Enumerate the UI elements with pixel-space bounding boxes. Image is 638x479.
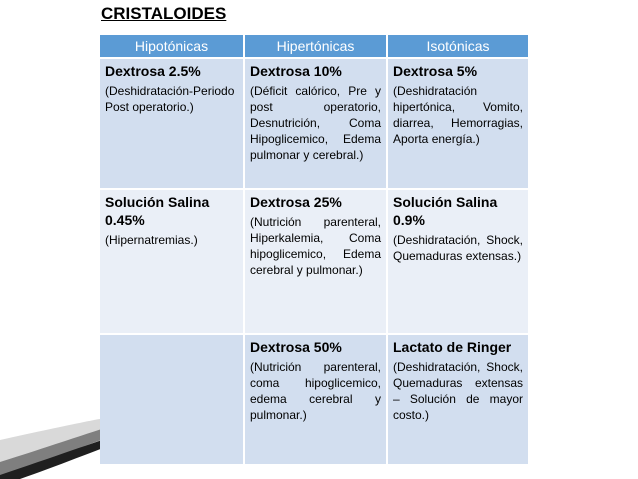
table-row xyxy=(100,189,528,334)
solution-description: (Deshidratación, Shock, Quemaduras extensas – Solución de mayor costo.) xyxy=(393,360,523,422)
header-hipertonicas: Hipertónicas xyxy=(244,35,387,58)
header-row xyxy=(100,35,528,58)
crystalloids-table xyxy=(100,35,528,464)
solution-name: Dextrosa 5% xyxy=(393,63,478,79)
table-cell xyxy=(100,189,244,334)
table-row xyxy=(100,58,528,189)
solution-name: Dextrosa 10% xyxy=(250,63,342,79)
table-cell xyxy=(100,58,244,189)
table-cell xyxy=(244,58,387,189)
solution-description: (Déficit calórico, Pre y post operatorio, Desnutrición, Coma Hipoglicemico, Edema pulmonar y cerebral.) xyxy=(250,84,381,162)
header-isotonicas: Isotónicas xyxy=(387,35,528,58)
page-title: CRISTALOIDES xyxy=(101,4,227,23)
solution-description: (Deshidratación-Periodo Post operatorio.) xyxy=(105,84,235,114)
table-cell xyxy=(100,334,244,464)
solution-name: Solución Salina 0.9% xyxy=(393,194,498,228)
solution-name: Dextrosa 50% xyxy=(250,339,342,355)
solution-name: Dextrosa 2.5% xyxy=(105,63,201,79)
header-hipotonicas: Hipotónicas xyxy=(100,35,244,58)
table-cell xyxy=(244,334,387,464)
solution-name: Solución Salina 0.45% xyxy=(105,194,210,228)
solution-name: Dextrosa 25% xyxy=(250,194,342,210)
table-cell xyxy=(244,189,387,334)
solution-description: (Hipernatremias.) xyxy=(105,233,198,247)
solution-description: (Deshidratación hipertónica, Vomito, diarrea, Hemorragias, Aporta energía.) xyxy=(393,84,523,146)
table-row xyxy=(100,334,528,464)
solution-description: (Nutrición parenteral, Hiperkalemia, Coma hipoglicemico, Edema cerebral y pulmonar.) xyxy=(250,215,381,277)
table-cell xyxy=(387,334,528,464)
solution-description: (Deshidratación, Shock, Quemaduras extensas.) xyxy=(393,233,523,263)
table-cell xyxy=(387,58,528,189)
table-cell xyxy=(387,189,528,334)
solution-name: Lactato de Ringer xyxy=(393,339,512,355)
solution-description: (Nutrición parenteral, coma hipoglicemico, edema cerebral y pulmonar.) xyxy=(250,360,381,422)
